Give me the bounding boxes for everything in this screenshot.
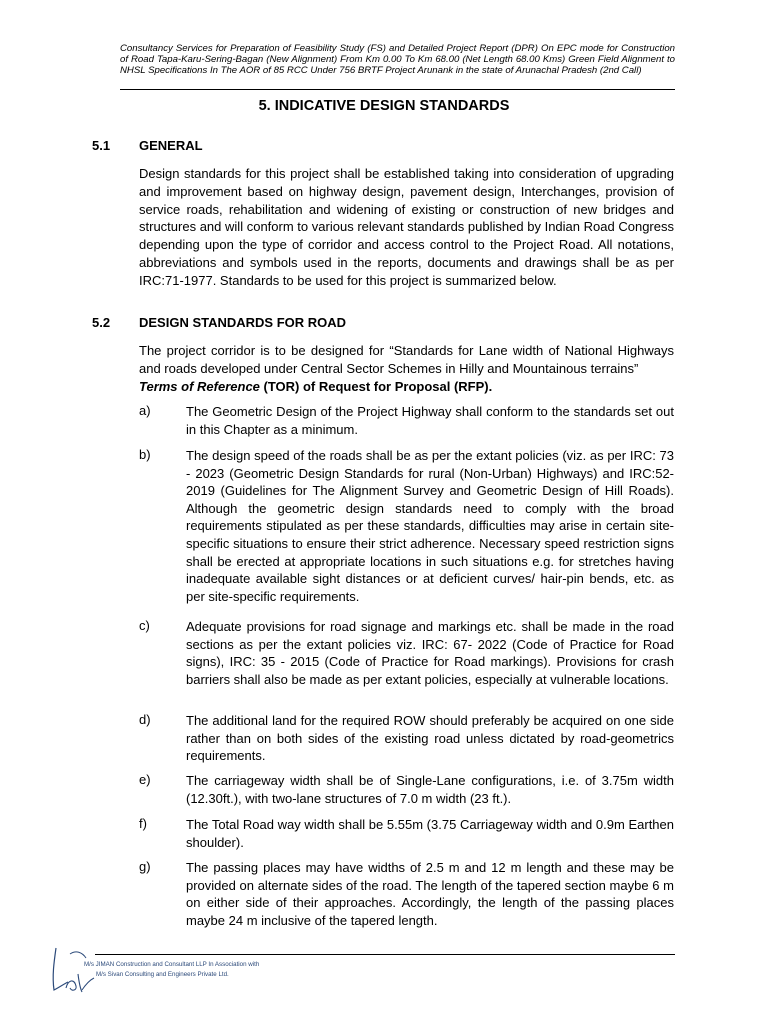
item-c-letter: c) (139, 618, 150, 633)
chapter-title: 5. INDICATIVE DESIGN STANDARDS (258, 98, 510, 114)
item-f-letter: f) (139, 816, 147, 831)
item-g-letter: g) (139, 859, 151, 874)
signature-logo-icon (48, 944, 98, 996)
footer-company-line-1: M/s JIMAN Construction and Consultant LLP In Association with (84, 961, 260, 968)
running-header: Consultancy Services for Preparation of Feasibility Study (FS) and Detailed Project Report (DPR) On EPC mode for Construction of Road Tapa-Karu-Sering-Bagan (New Alignment) From Km 0.00 To Km 68.00 (Net Length 68.00 Kms) Green Field Alignment to NHSL Specifications In The AOR of 85 RCC Under 756 BRTF Project Arunank in the state of Arunachal Pradesh (2nd Call) (120, 43, 675, 77)
intro-text: The project corridor is to be designed for “Standards for Lane width of National Highways and roads developed under Central Sector Schemes in Hilly and Mountainous terrains” (139, 343, 674, 376)
item-a-text: The Geometric Design of the Project Highway shall conform to the standards set out in this Chapter as a minimum. (186, 404, 674, 437)
item-g-text: The passing places may have widths of 2.5 m and 12 m length and these may be provided on alternate sides of the road. The length of the tapered section maybe 6 m on either side of their approaches. Accordingly, the length of the passing places maybe 24 m inclusive of the tapered length. (186, 860, 674, 928)
item-c-text: Adequate provisions for road signage and markings etc. shall be made in the road sections as per the extant policies viz. IRC: 67- 2022 (Code of Practice for Road signs), IRC: 35 - 2015 (Code of Practice for Road markings). Provisions for crash barriers shall also be made as per extant policies, especially at vulnerable locations. (186, 619, 674, 687)
section-title-design-standards-road: DESIGN STANDARDS FOR ROAD (139, 315, 347, 330)
item-a-letter: a) (139, 403, 151, 418)
item-e-letter: e) (139, 772, 151, 787)
intro-rfp-text: (TOR) of Request for Proposal (RFP). (259, 378, 493, 394)
footer-company-line-2: M/s Sivan Consulting and Engineers Private Ltd. (96, 971, 229, 978)
footer-divider (95, 954, 675, 955)
general-paragraph: Design standards for this project shall be established taking into consideration of upgrading and improvement based on highway design, pavement design, Interchanges, provision of service roads, rehabilitation and widening of existing or construction of new bridges and structures and will conform to various relevant standards published by Indian Road Congress depending upon the type of corridor and access control to the Project Road. All notations, abbreviations and symbols used in the reports, documents and drawings shall be as per IRC:71-1977. Standards to be used for this project is summarized below. (139, 166, 674, 288)
item-f-text: The Total Road way width shall be 5.55m (3.75 Carriageway width and 0.9m Earthen shoulder). (186, 817, 674, 850)
item-e-text: The carriageway width shall be of Single-Lane configurations, i.e. of 3.75m width (12.30ft.), with two-lane structures of 7.0 m width (23 ft.). (186, 773, 674, 806)
section-number-5-2: 5.2 (92, 315, 111, 330)
intro-tor-emphasis: Terms of Reference (139, 378, 260, 394)
header-divider (120, 89, 675, 90)
item-d-text: The additional land for the required ROW should preferably be acquired on one side rather than on both sides of the existing road unless dictated by road-geometrics requirements. (186, 713, 674, 764)
item-d-letter: d) (139, 712, 151, 727)
section-number-5-1: 5.1 (92, 138, 111, 153)
item-b-letter: b) (139, 447, 151, 462)
road-intro-paragraph (139, 342, 674, 395)
section-title-general: GENERAL (139, 138, 203, 153)
item-b-text: The design speed of the roads shall be as per the extant policies (viz. as per IRC: 73 - 2023 (Geometric Design Standards for rural (Non-Urban) Highways) and IRC:52-2019 (Guidelines for The Alignment Survey and Geometric Design of Hill Roads). Although the geometric design standards need to comply with the broad requirements stipulated as per these standards, difficulties may arise in certain site-specific situations to ensure their strict adherence. Necessary speed restriction signs shall be erected at appropriate locations in such situations e.g. for stretches having inadequate available sight distances or at deficient curves/ hair-pin bends, etc. as per site-specific requirements. (186, 448, 674, 604)
